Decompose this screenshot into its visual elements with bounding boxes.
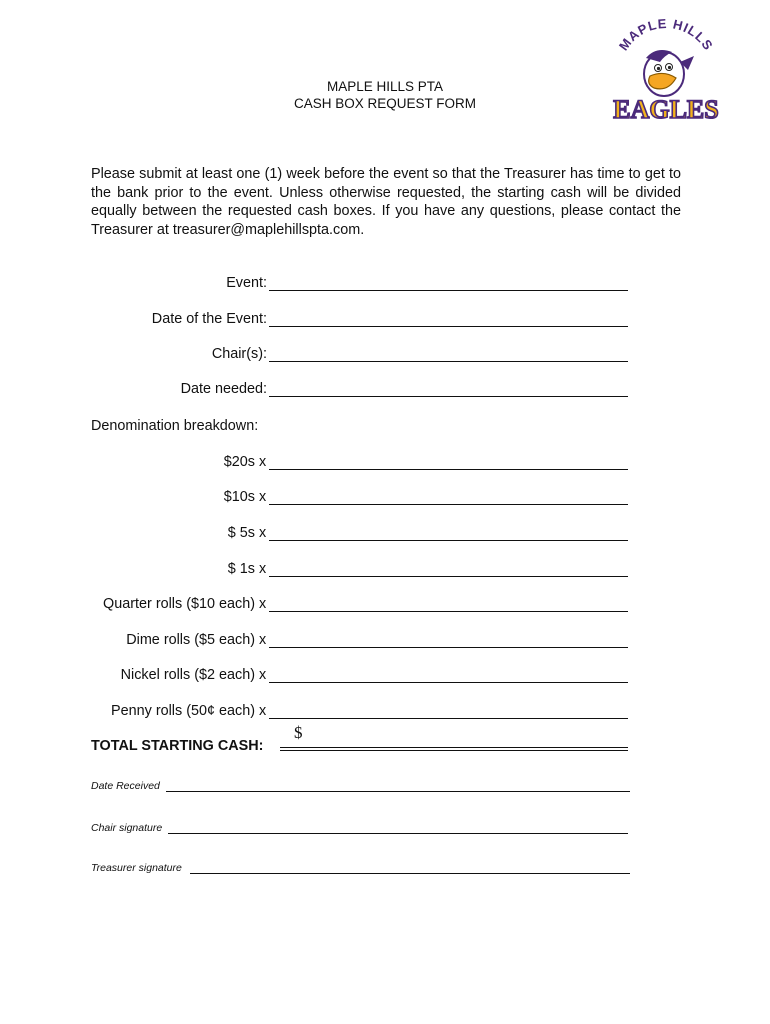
date-needed-line[interactable] (269, 396, 628, 397)
chairs-line[interactable] (269, 361, 628, 362)
denom-line[interactable] (269, 576, 628, 577)
total-label: TOTAL STARTING CASH: (91, 738, 264, 754)
event-date-line[interactable] (269, 326, 628, 327)
instructions-paragraph: Please submit at least one (1) week before the event so that the Treasurer has time to get to the bank prior to the event. Unless otherwise requested, the starting cash will be divided equally between the requested cash boxes. If you have any questions, please contact the Treasurer at treasurer@maplehillspta.com. (91, 166, 681, 238)
total-starting-cash[interactable] (91, 723, 651, 760)
treasurer-signature-field[interactable] (91, 862, 631, 878)
denom-row-1s[interactable] (0, 559, 770, 581)
chairs-label: Chair(s): (211, 346, 267, 362)
eagle-head-icon (644, 50, 694, 96)
denom-label: Quarter rolls ($10 each) (103, 596, 255, 612)
denom-row-nickels[interactable] (0, 665, 770, 687)
denom-row-20s[interactable] (0, 452, 770, 474)
denom-row-dimes[interactable] (0, 630, 770, 652)
times-mark: x (259, 667, 267, 683)
denom-row-10s[interactable] (0, 487, 770, 509)
logo-arc-text: MAPLE HILLS (615, 18, 717, 54)
denom-label: Dime rolls ($5 each) (126, 632, 255, 648)
total-double-line[interactable] (280, 747, 628, 751)
times-mark: x (259, 454, 267, 470)
denom-line[interactable] (269, 682, 628, 683)
chair-signature-label: Chair signature (91, 822, 163, 834)
denom-label: Nickel rolls ($2 each) (120, 667, 255, 683)
chair-signature-line[interactable] (168, 833, 628, 834)
denomination-heading-row (0, 416, 770, 438)
times-mark: x (259, 596, 267, 612)
denom-label: $10s (223, 489, 255, 505)
event-field[interactable] (0, 273, 770, 295)
title-line-1: MAPLE HILLS PTA (326, 79, 444, 94)
denom-label: $20s (223, 454, 255, 470)
dollar-sign: $ (294, 723, 303, 742)
treasurer-signature-line[interactable] (190, 873, 630, 874)
date-needed-field[interactable] (0, 379, 770, 401)
treasurer-signature-label: Treasurer signature (91, 862, 182, 874)
date-received-line[interactable] (166, 791, 630, 792)
denom-label: Penny rolls (50¢ each) (111, 703, 255, 719)
denom-line[interactable] (269, 611, 628, 612)
denom-label: $ 5s (227, 525, 255, 541)
logo-word: EAGLES (613, 95, 719, 124)
eagles-logo (606, 18, 726, 130)
event-date-field[interactable] (0, 309, 770, 331)
times-mark: x (259, 703, 267, 719)
times-mark: x (259, 561, 267, 577)
chairs-field[interactable] (0, 344, 770, 366)
title-line-2: CASH BOX REQUEST FORM (293, 96, 477, 111)
denom-line[interactable] (269, 718, 628, 719)
event-label: Event: (226, 275, 267, 291)
denom-row-pennies[interactable] (0, 701, 770, 723)
form-title (200, 78, 570, 112)
date-received-field[interactable] (91, 780, 631, 796)
event-line[interactable] (269, 290, 628, 291)
denom-label: $ 1s (227, 561, 255, 577)
denom-line[interactable] (269, 540, 628, 541)
times-mark: x (259, 525, 267, 541)
denom-line[interactable] (269, 647, 628, 648)
denomination-heading: Denomination breakdown: (91, 418, 259, 434)
denom-line[interactable] (269, 469, 628, 470)
date-needed-label: Date needed: (180, 381, 267, 397)
denom-line[interactable] (269, 504, 628, 505)
denom-row-5s[interactable] (0, 523, 770, 545)
denom-row-quarters[interactable] (0, 594, 770, 616)
times-mark: x (259, 632, 267, 648)
svg-text:MAPLE HILLS (616, 18, 716, 53)
event-date-label: Date of the Event: (151, 311, 267, 327)
times-mark: x (259, 489, 267, 505)
chair-signature-field[interactable] (91, 822, 631, 838)
date-received-label: Date Received (91, 780, 160, 792)
